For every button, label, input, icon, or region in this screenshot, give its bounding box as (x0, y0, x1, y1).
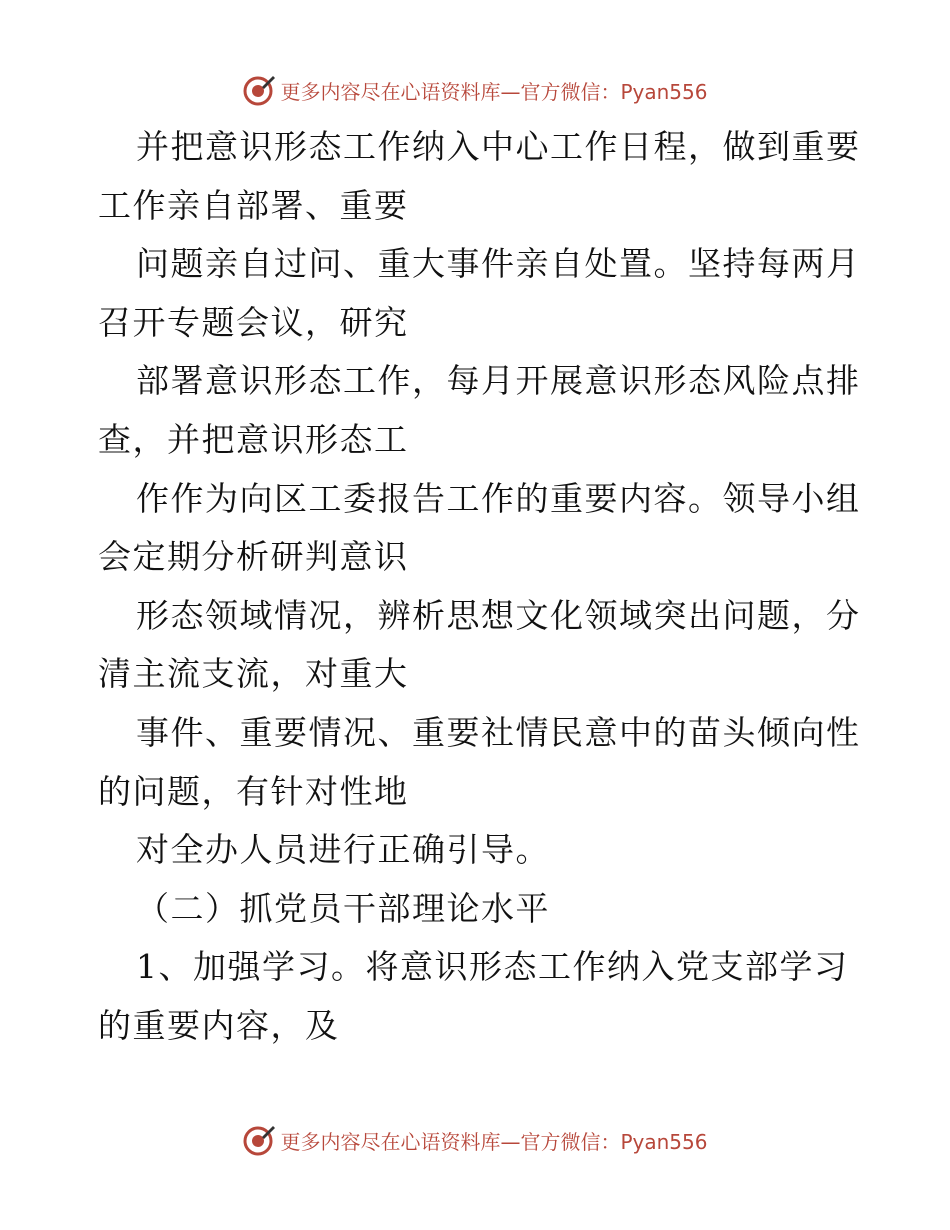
footer-banner (0, 1120, 950, 1160)
paragraph-line: 工作亲自部署、重要 (98, 185, 409, 225)
paragraph-line: 问题亲自过问、重大事件亲自处置。坚持每两月 (136, 244, 861, 284)
paragraph-line: 作作为向区工委报告工作的重要内容。领导小组 (136, 478, 861, 518)
paragraph-line: 召开专题会议，研究 (98, 302, 409, 342)
paragraph-line: 的重要内容，及 (98, 1005, 340, 1045)
paragraph-line: 查，并把意识形态工 (98, 419, 409, 459)
section-heading: （二）抓党员干部理论水平 (136, 888, 550, 928)
paragraph-line: 形态领域情况，辨析思想文化领域突出问题，分 (136, 595, 861, 635)
document-body (98, 118, 861, 1056)
header-banner (0, 70, 950, 110)
pen-circle-logo-icon (242, 1123, 276, 1157)
pen-circle-logo-icon (242, 73, 276, 107)
paragraph-line: 的问题，有针对性地 (98, 771, 409, 811)
footer-banner-text: 更多内容尽在心语资料库—官方微信：Pyan556 (280, 1129, 708, 1154)
paragraph-line: 对全办人员进行正确引导。 (136, 830, 550, 870)
paragraph-line: 事件、重要情况、重要社情民意中的苗头倾向性 (136, 712, 861, 752)
paragraph-line: 并把意识形态工作纳入中心工作日程，做到重要 (136, 127, 861, 166)
paragraph-line: 清主流支流，对重大 (98, 654, 409, 694)
header-banner-text: 更多内容尽在心语资料库—官方微信：Pyan556 (280, 79, 708, 104)
paragraph-line: 1、加强学习。将意识形态工作纳入党支部学习 (136, 947, 849, 987)
paragraph-line: 会定期分析研判意识 (98, 537, 409, 577)
paragraph-line: 部署意识形态工作，每月开展意识形态风险点排 (136, 361, 861, 401)
